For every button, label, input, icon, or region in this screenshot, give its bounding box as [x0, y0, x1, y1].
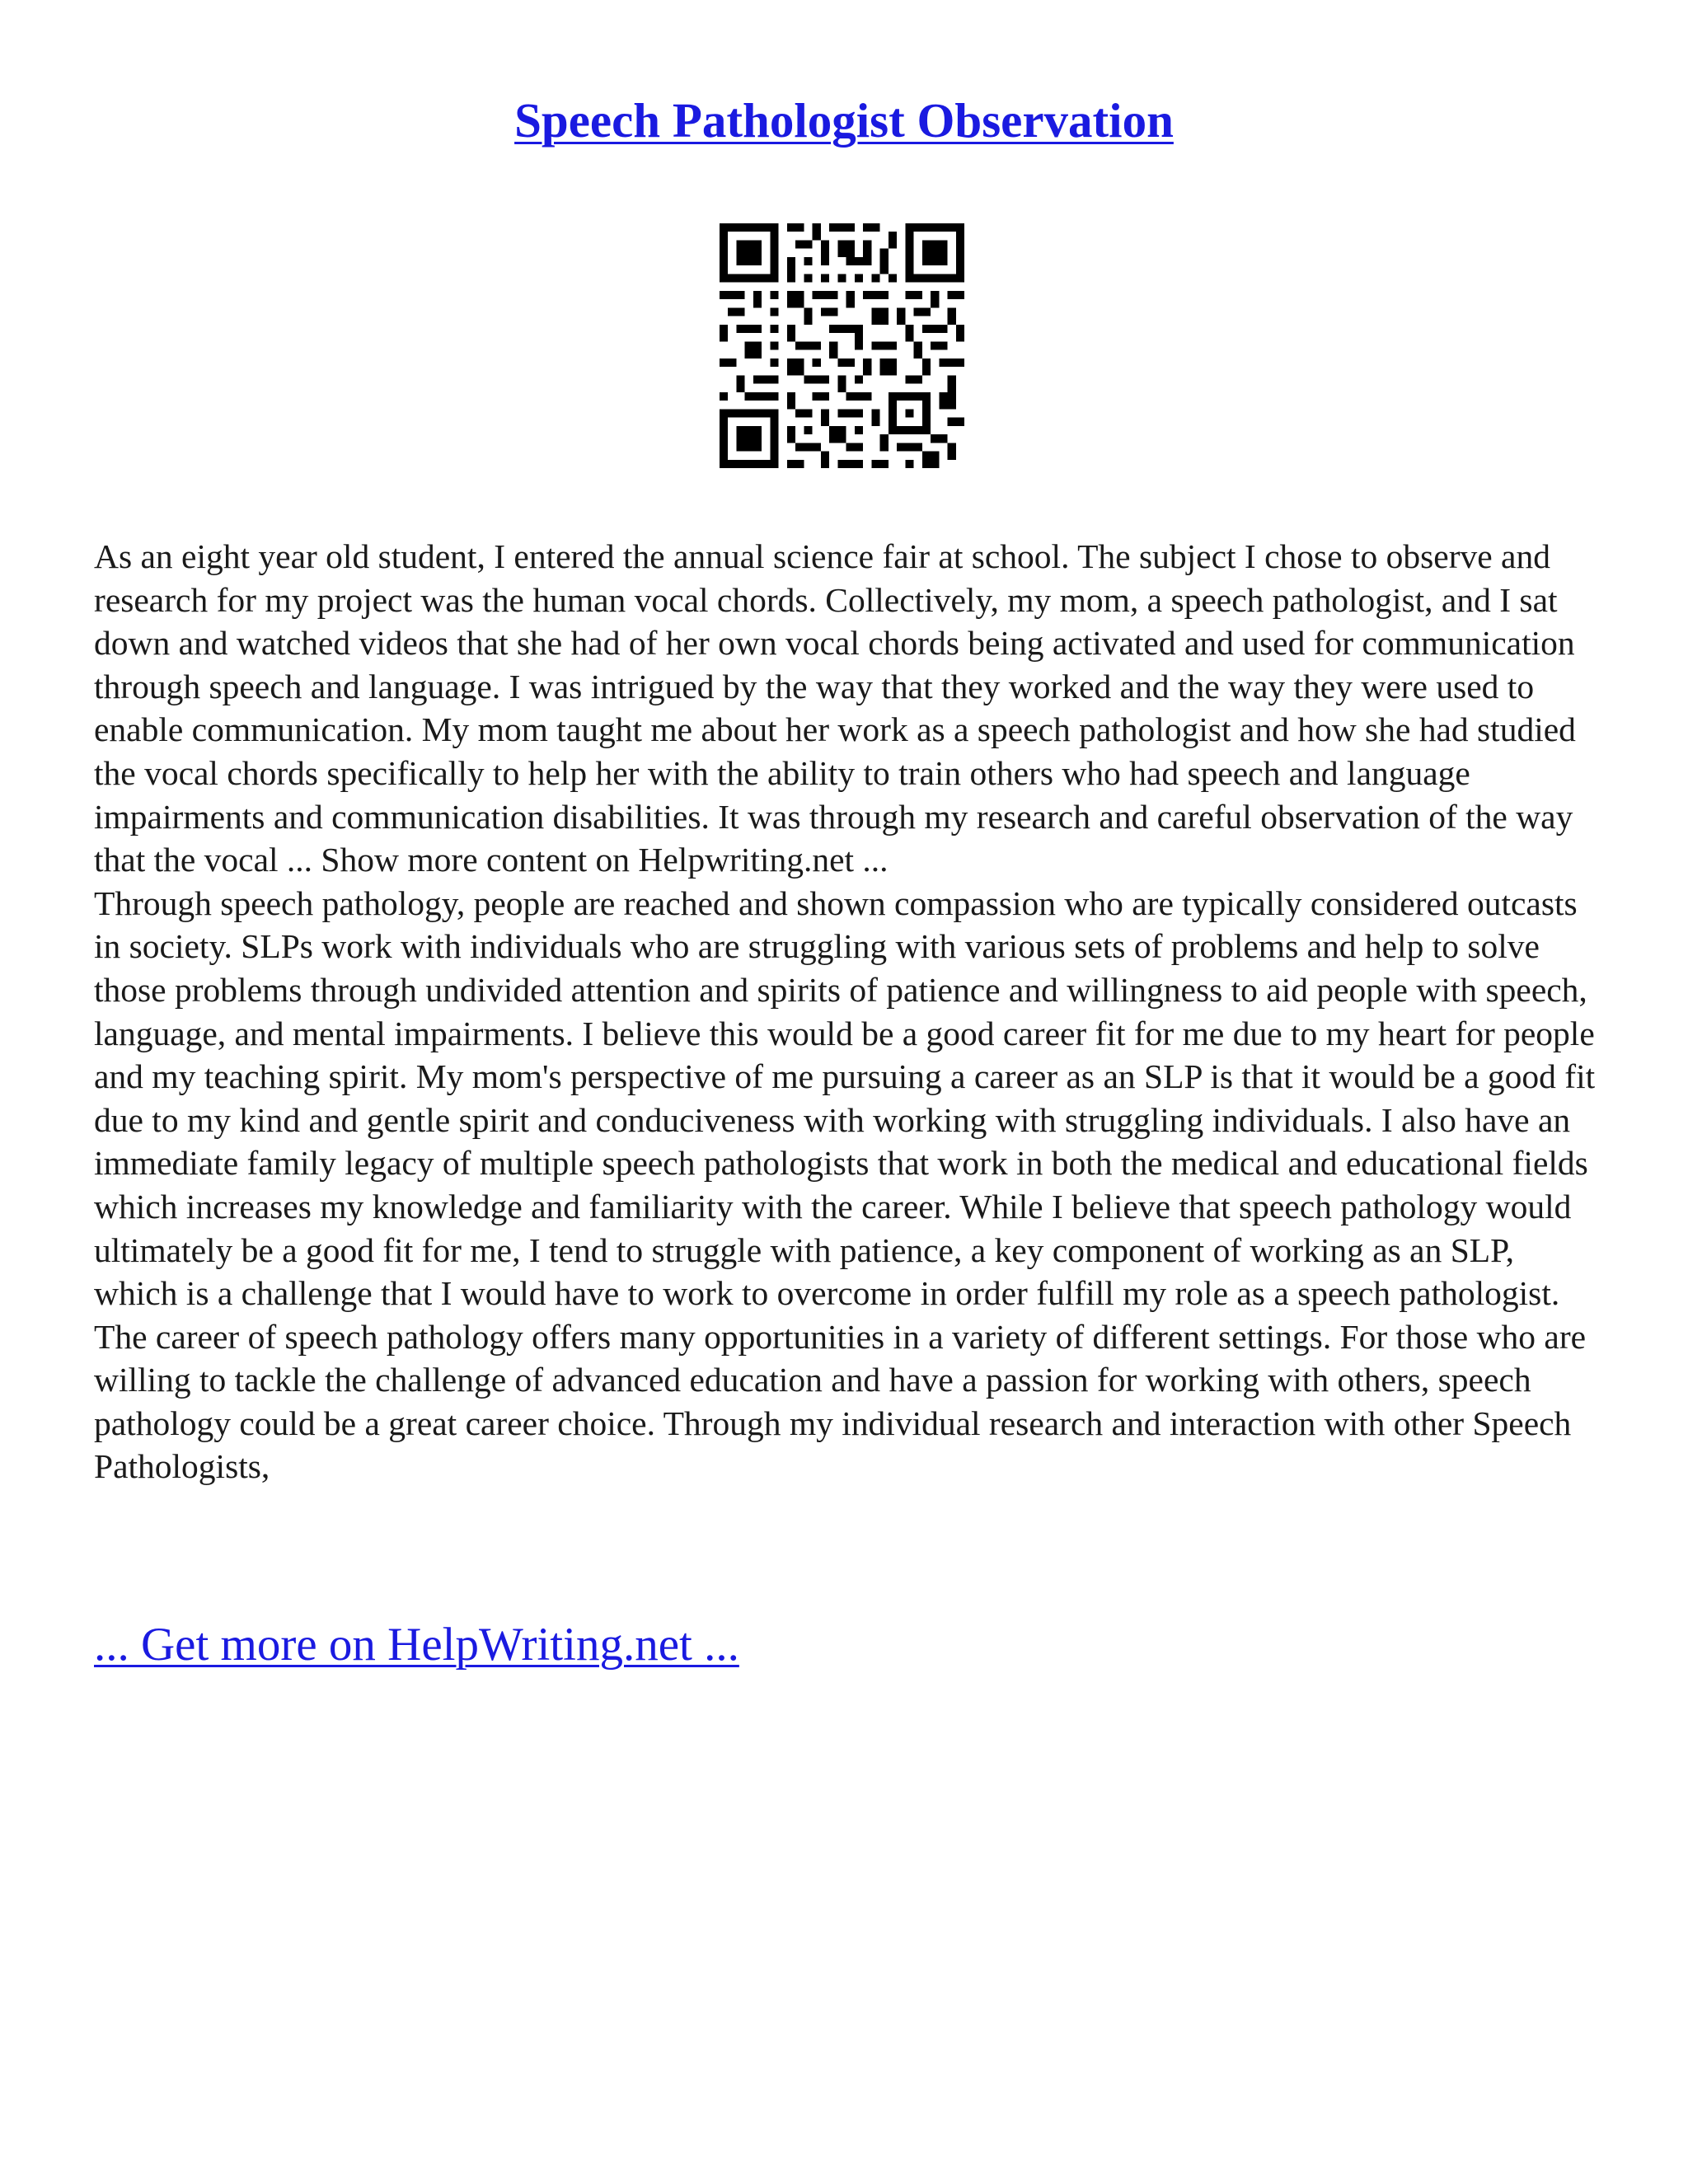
- get-more-link[interactable]: ... Get more on HelpWriting.net ...: [94, 1619, 739, 1671]
- paragraph-1: As an eight year old student, I entered the annual science fair at school. The subject I chose to observe and research for my project was the human vocal chords. Collectively, my mom, a speech pathologist, and I sat down and watched videos that she had of her own vocal chords being activated and used for communication through speech and language. I was intrigued by the way that they worked and the way they were used to enable communication. My mom taught me about her work as a speech pathologist and how she had studied the vocal chords specifically to help her with the ability to train others who had speech and language impairments and communication disabilities. It was through my research and careful observation of the way that the vocal ... Show more content on Helpwriting.net ...: [94, 537, 1576, 879]
- paragraph-2: Through speech pathology, people are reached and shown compassion who are typically considered outcasts in society. SLPs work with individuals who are struggling with various sets of problems and help to solve those problems through undivided attention and spirits of patience and willingness to aid people with speech, language, and mental impairments. I believe this would be a good career fit for me due to my heart for people and my teaching spirit. My mom's perspective of me pursuing a career as an SLP is that it would be a good fit due to my kind and gentle spirit and conduciveness with working with struggling individuals. I also have an immediate family legacy of multiple speech pathologists that work in both the medical and educational fields which increases my knowledge and familiarity with the career. While I believe that speech pathology would ultimately be a good fit for me, I tend to struggle with patience, a key component of working as an SLP, which is a challenge that I would have to work to overcome in order fulfill my role as a speech pathologist. The career of speech pathology offers many opportunities in a variety of different settings. For those who are willing to tackle the challenge of advanced education and have a passion for working with others, speech pathology could be a great career choice. Through my individual research and interaction with other Speech Pathologists,: [94, 883, 1596, 1486]
- qr-code-icon: [720, 223, 964, 468]
- page-title: [0, 89, 1688, 152]
- get-more-link-container: [94, 1615, 739, 1675]
- article-body: [94, 535, 1601, 1488]
- title-link[interactable]: Speech Pathologist Observation: [514, 93, 1174, 148]
